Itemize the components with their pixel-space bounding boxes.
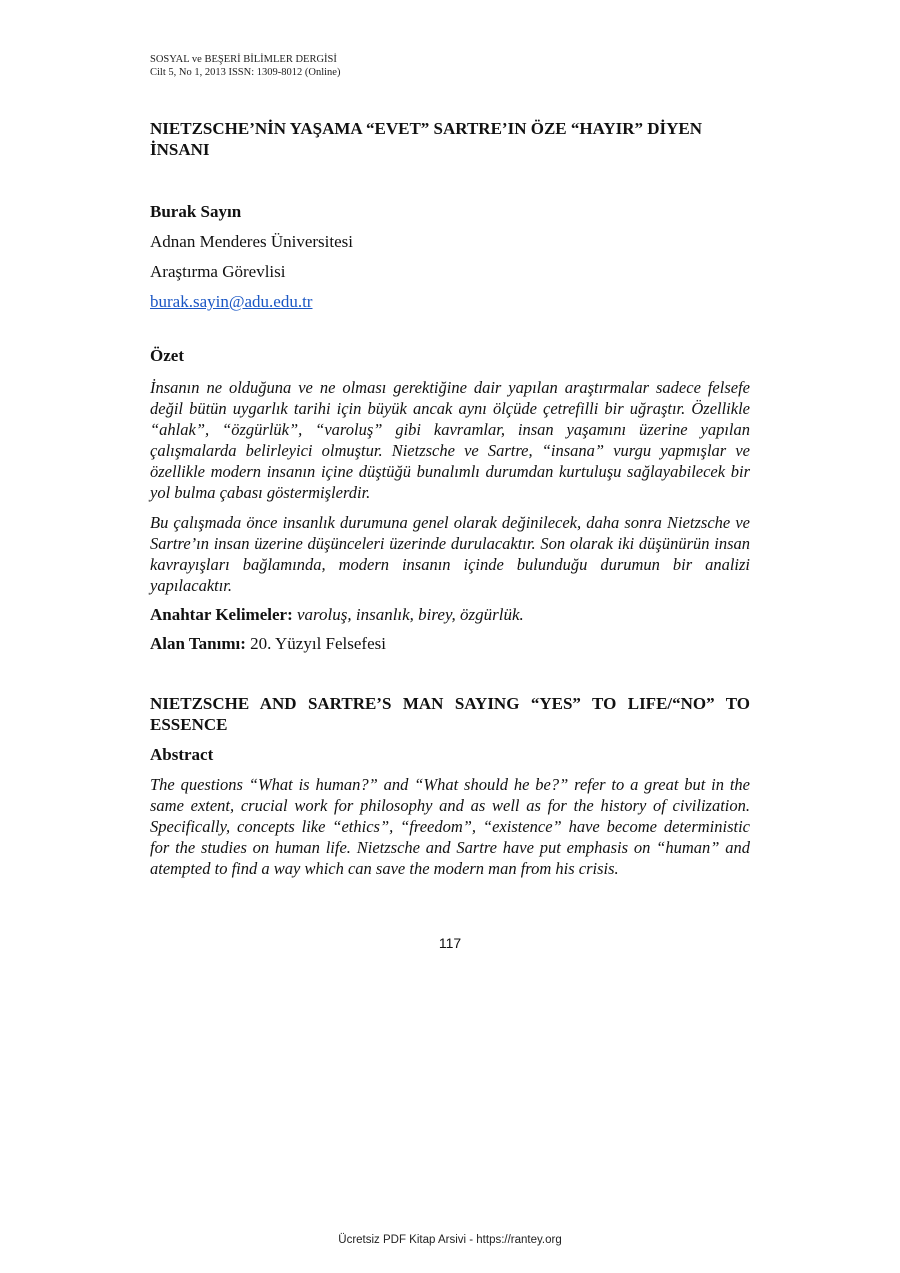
ozet-heading: Özet <box>150 346 184 365</box>
keywords-line <box>150 604 524 625</box>
keywords-value: varoluş, insanlık, birey, özgürlük. <box>292 605 524 624</box>
field-label: Alan Tanımı: <box>150 634 246 653</box>
page-number: 117 <box>438 935 462 951</box>
field-line <box>150 633 386 654</box>
journal-issue: Cilt 5, No 1, 2013 ISSN: 1309-8012 (Online) <box>150 67 341 78</box>
author-block <box>150 197 353 317</box>
ozet-paragraph-2: Bu çalışmada önce insanlık durumuna genel olarak değinilecek, daha sonra Nietzsche ve Sartre’ın insan üzerine düşünceleri üzerinde durulacaktır. Son olarak iki düşünürün insan kavrayışları bağlamında, modern insanın içinde bulunduğu durumun bir analizi yapılacaktır. <box>150 513 750 595</box>
author-name: Burak Sayın <box>150 202 242 221</box>
ozet-paragraph-1: İnsanın ne olduğuna ve ne olması gerektiğine dair yapılan araştırmalar sadece felsefe değil bütün uygarlık tarihi için büyük ancak aynı ölçüde çetrefilli bir uğraştır. Özellikle “ahlak”, “özgürlük”, “varoluş” gibi kavramlar, insan yaşamını üzerine yapılan çalışmalarda belirleyici olmuştur. Nietzsche ve Sartre, “insana” vurgu yapmışlar ve özellikle modern insanın içine düştüğü bunalımlı durumdan kurtuluşu sağlayabilecek bir yol bulma çabası göstermişlerdir. <box>150 378 750 502</box>
field-value: 20. Yüzyıl Felsefesi <box>245 634 386 653</box>
journal-name: SOSYAL ve BEŞERİ BİLİMLER DERGİSİ <box>150 54 337 65</box>
footer-text: Ücretsiz PDF Kitap Arsivi - https://rantey.org <box>338 1234 562 1246</box>
keywords-label: Anahtar Kelimeler: <box>150 605 293 624</box>
author-email-link[interactable]: burak.sayin@adu.edu.tr <box>150 292 313 311</box>
author-position: Araştırma Görevlisi <box>150 262 286 281</box>
abstract-paragraph: The questions “What is human?” and “What should he be?” refer to a great but in the same extent, crucial work for philosophy and as well as for the history of civilization. Specifically, concepts like “ethics”, “freedom”, “existence” have become deterministic for the studies on human life. Nietzsche and Sartre have put emphasis on “human” and atempted to find a way which can save the modern man from his crisis. <box>150 775 750 878</box>
journal-header <box>150 53 340 79</box>
english-title: NIETZSCHE AND SARTRE’S MAN SAYING “YES” TO LIFE/“NO” TO ESSENCE <box>150 694 750 734</box>
abstract-heading: Abstract <box>150 745 214 764</box>
article-title: NIETZSCHE’NİN YAŞAMA “EVET” SARTRE’IN ÖZE “HAYIR” DİYEN İNSANI <box>150 119 703 159</box>
author-affiliation: Adnan Menderes Üniversitesi <box>150 232 354 251</box>
